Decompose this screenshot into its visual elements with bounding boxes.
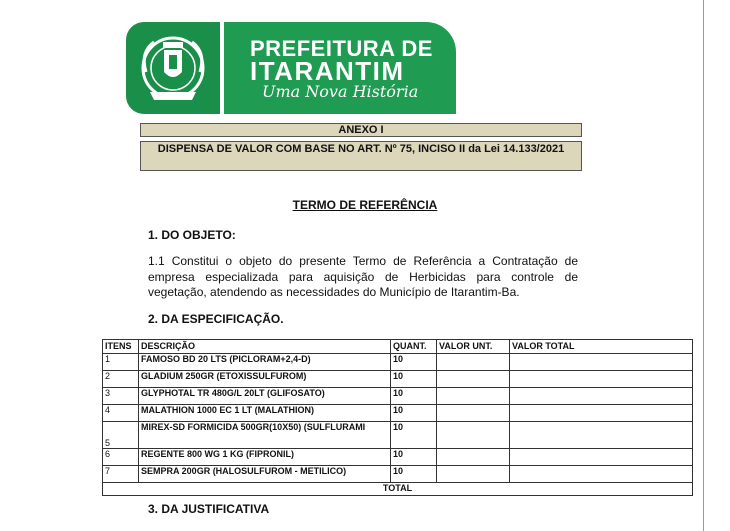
item-quantity: 10	[391, 388, 437, 405]
page-edge-line	[703, 0, 704, 531]
col-header-quant: QUANT.	[391, 340, 437, 354]
item-number: 4	[103, 405, 139, 422]
table-row	[103, 371, 693, 388]
section2-title: 2. DA ESPECIFICAÇÃO.	[148, 312, 284, 326]
specification-table	[102, 339, 693, 496]
heading-text: TERMO DE REFERÊNCIA	[292, 198, 438, 212]
item-quantity: 10	[391, 371, 437, 388]
table-row	[103, 405, 693, 422]
table-row	[103, 449, 693, 466]
item-number: 2	[103, 371, 139, 388]
table-row	[103, 466, 693, 483]
item-total-value	[510, 466, 693, 483]
item-description: FAMOSO BD 20 LTS (PICLORAM+2,4-D)	[139, 354, 391, 371]
item-description: REGENTE 800 WG 1 KG (FIPRONIL)	[139, 449, 391, 466]
item-unit-value	[437, 388, 510, 405]
item-number: 5	[103, 422, 139, 449]
item-unit-value	[437, 354, 510, 371]
item-number: 6	[103, 449, 139, 466]
item-description: MIREX-SD FORMICIDA 500GR(10X50) (SULFLURAMI	[139, 422, 391, 449]
col-header-valor-unt: VALOR UNT.	[437, 340, 510, 354]
col-header-itens: ITENS	[103, 340, 139, 354]
item-unit-value	[437, 371, 510, 388]
table-row	[103, 388, 693, 405]
section1-title: 1. DO OBJETO:	[148, 228, 236, 242]
dispensa-text: DISPENSA DE VALOR COM BASE NO ART. Nº 75, INCISO II da Lei 14.133/2021	[140, 141, 582, 171]
col-header-descricao: DESCRIÇÃO	[139, 340, 391, 354]
logo-line2: ITARANTIM	[250, 56, 405, 86]
item-number: 7	[103, 466, 139, 483]
item-total-value	[510, 422, 693, 449]
item-unit-value	[437, 422, 510, 449]
section3-title: 3. DA JUSTIFICATIVA	[148, 502, 270, 516]
item-total-value	[510, 405, 693, 422]
table-header-row	[103, 340, 693, 354]
table-total-row	[103, 483, 693, 496]
item-number: 3	[103, 388, 139, 405]
logo-line1: PREFEITURA DE	[250, 36, 433, 61]
item-quantity: 10	[391, 466, 437, 483]
item-total-value	[510, 354, 693, 371]
table-row	[103, 354, 693, 371]
coat-of-arms-icon	[126, 22, 220, 114]
item-unit-value	[437, 466, 510, 483]
annex-title: ANEXO I	[140, 123, 582, 137]
total-label: TOTAL	[103, 483, 693, 496]
item-quantity: 10	[391, 354, 437, 371]
col-header-valor-total: VALOR TOTAL	[510, 340, 693, 354]
section1-text: 1.1 Constitui o objeto do presente Termo de Referência a Contratação de empresa especializada para aquisição de Herbicidas para controle de vegetação, atendendo as necessidades do Município de Itarantim-Ba.	[148, 254, 578, 299]
item-quantity: 10	[391, 405, 437, 422]
item-description: MALATHION 1000 EC 1 LT (MALATHION)	[139, 405, 391, 422]
logo-slogan: Uma Nova História	[262, 82, 419, 101]
item-unit-value	[437, 405, 510, 422]
item-description: GLADIUM 250GR (ETOXISSULFUROM)	[139, 371, 391, 388]
item-description: SEMPRA 200GR (HALOSULFUROM - METILICO)	[139, 466, 391, 483]
item-total-value	[510, 388, 693, 405]
item-number: 1	[103, 354, 139, 371]
table-row	[103, 422, 693, 449]
prefeitura-logo	[126, 22, 456, 114]
item-unit-value	[437, 449, 510, 466]
item-description: GLYPHOTAL TR 480G/L 20LT (GLIFOSATO)	[139, 388, 391, 405]
item-total-value	[510, 371, 693, 388]
item-quantity: 10	[391, 449, 437, 466]
item-total-value	[510, 449, 693, 466]
document-heading	[0, 198, 730, 212]
item-quantity: 10	[391, 422, 437, 449]
